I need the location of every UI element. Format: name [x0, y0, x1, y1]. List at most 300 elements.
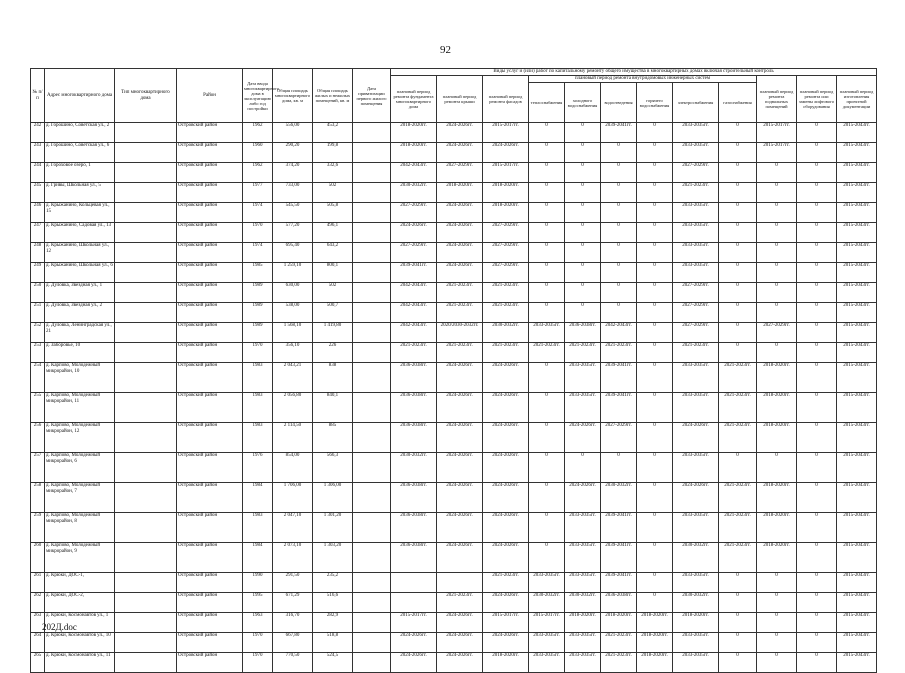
cell-n: 264: [31, 633, 45, 653]
cell-el: 2033-2035гг.: [673, 223, 719, 243]
cell-priv: [353, 243, 391, 263]
cell-hw: 0: [637, 243, 673, 263]
cell-n: 242: [31, 123, 45, 143]
header-type: Тип многоквартирного дома: [115, 69, 177, 123]
cell-h: 0: [529, 143, 565, 163]
cell-addr: д. Дуловка, Звездная ул., 2: [45, 303, 115, 323]
cell-type: [115, 573, 177, 593]
cell-gas: 0: [719, 143, 757, 163]
cell-f: 2042-2043гг.: [391, 283, 437, 303]
cell-gas: 2021-2023гг.: [719, 513, 757, 543]
cell-sw: 2021-2023гг.: [601, 633, 637, 653]
cell-pd: 2015-2043гг.: [837, 423, 877, 453]
cell-gas: 2021-2023гг.: [719, 363, 757, 393]
cell-f: 2036-2038гг.: [391, 363, 437, 393]
cell-hw: 0: [637, 343, 673, 363]
table-row: [31, 263, 877, 283]
cell-cw: 0: [565, 283, 601, 303]
cell-cw: 2033-2035гг.: [565, 573, 601, 593]
cell-la: 1 419,80: [313, 323, 353, 343]
cell-f: 2024-2026гг.: [391, 223, 437, 243]
cell-bs: 2018-2020гг.: [757, 543, 797, 573]
cell-hw: 0: [637, 593, 673, 613]
cell-hw: 0: [637, 283, 673, 303]
cell-sw: 2039-2041гг.: [601, 513, 637, 543]
header-systems-group: плановый период ремонта внутридомовых инженерных систем: [529, 76, 757, 83]
cell-sw: 2018-2020гг.: [601, 613, 637, 633]
cell-lift: 0: [797, 143, 837, 163]
cell-gas: 0: [719, 633, 757, 653]
cell-dist: Островский район: [177, 263, 243, 283]
cell-h: 2033-2035гг.: [529, 323, 565, 343]
cell-addr: д. Крюки, Космонавтов ул., 10: [45, 633, 115, 653]
cell-bs: 0: [757, 183, 797, 203]
cell-f: 2036-2038гг.: [391, 393, 437, 423]
cell-addr: д. Крюки, Космонавтов ул., 11: [45, 653, 115, 673]
cell-ta: 374,20: [273, 163, 313, 183]
cell-h: 0: [529, 283, 565, 303]
cell-roof: 2024-2026гг.: [437, 203, 483, 223]
cell-gas: 2021-2023гг.: [719, 483, 757, 513]
cell-lift: 0: [797, 423, 837, 453]
cell-roof: 2024-2026гг.: [437, 513, 483, 543]
cell-gas: 0: [719, 243, 757, 263]
cell-n: 263: [31, 613, 45, 633]
cell-la: 199,8: [313, 143, 353, 163]
cell-hw: 0: [637, 393, 673, 423]
cell-lift: 0: [797, 243, 837, 263]
cell-sw: 2039-2041гг.: [601, 543, 637, 573]
cell-type: [115, 613, 177, 633]
cell-cw: 0: [565, 163, 601, 183]
cell-sw: 0: [601, 263, 637, 283]
cell-lift: 0: [797, 573, 837, 593]
cell-hw: 0: [637, 163, 673, 183]
cell-n: 249: [31, 263, 45, 283]
cell-dist: Островский район: [177, 543, 243, 573]
cell-dist: Островский район: [177, 143, 243, 163]
cell-addr: д. Дуловка, Ленинградская ул., 21: [45, 323, 115, 343]
cell-ta: 2 114,50: [273, 423, 313, 453]
cell-cw: 0: [565, 303, 601, 323]
cell-la: 524,5: [313, 653, 353, 673]
cell-year: 1970: [243, 223, 273, 243]
cell-f: 2042-2043гг.: [391, 303, 437, 323]
cell-lift: 0: [797, 653, 837, 673]
cell-f: 2018-2020гг.: [391, 143, 437, 163]
cell-ta: 854,00: [273, 453, 313, 483]
cell-h: 0: [529, 513, 565, 543]
cell-el: 2033-2035гг.: [673, 143, 719, 163]
cell-dist: Островский район: [177, 203, 243, 223]
cell-f: 2042-2043гг.: [391, 163, 437, 183]
cell-addr: д. Карпово, Молодежный микрорайон, 12: [45, 423, 115, 453]
cell-priv: [353, 263, 391, 283]
cell-sw: 0: [601, 243, 637, 263]
cell-bs: 0: [757, 303, 797, 323]
cell-h: 0: [529, 203, 565, 223]
cell-priv: [353, 393, 391, 423]
cell-hw: 2018-2020гг.: [637, 653, 673, 673]
cell-year: 1970: [243, 633, 273, 653]
cell-n: 246: [31, 203, 45, 223]
cell-f: 2036-2038гг.: [391, 513, 437, 543]
cell-la: 500,7: [313, 303, 353, 323]
cell-sw: 2021-2023гг.: [601, 343, 637, 363]
cell-n: 262: [31, 593, 45, 613]
cell-type: [115, 513, 177, 543]
cell-dist: Островский район: [177, 163, 243, 183]
cell-priv: [353, 573, 391, 593]
cell-addr: д. Горошино, Советская ул., 6: [45, 143, 115, 163]
cell-la: 1 301,20: [313, 513, 353, 543]
cell-la: 332,6: [313, 163, 353, 183]
cell-cw: 0: [565, 143, 601, 163]
header-cold-water: холодного водоснабжения: [565, 83, 601, 123]
cell-addr: д. Дуловка, Звездная ул., 1: [45, 283, 115, 303]
table-row: [31, 143, 877, 163]
cell-sw: 0: [601, 143, 637, 163]
cell-dist: Островский район: [177, 613, 243, 633]
cell-bs: 0: [757, 203, 797, 223]
cell-la: 502: [313, 183, 353, 203]
cell-gas: 0: [719, 593, 757, 613]
cell-pd: 2015-2043гг.: [837, 363, 877, 393]
cell-year: 1970: [243, 343, 273, 363]
table-row: [31, 323, 877, 343]
cell-cw: 2033-2035гг.: [565, 633, 601, 653]
cell-bs: 2027-2029гг.: [757, 323, 797, 343]
cell-pd: 2015-2043гг.: [837, 593, 877, 613]
cell-cw: 2033-2035гг.: [565, 393, 601, 423]
cell-sw: 0: [601, 203, 637, 223]
cell-priv: [353, 423, 391, 453]
cell-la: 840,1: [313, 393, 353, 423]
table-row: [31, 513, 877, 543]
cell-h: 0: [529, 163, 565, 183]
cell-cw: 2033-2035гг.: [565, 513, 601, 543]
header-privatization: Дата приватизации первого жилого помещения: [353, 69, 391, 123]
header-facade: плановый период ремонта фасадов: [483, 76, 529, 123]
cell-bs: 0: [757, 633, 797, 653]
cell-h: 0: [529, 223, 565, 243]
cell-el: 2033-2035гг.: [673, 263, 719, 283]
cell-hw: 0: [637, 513, 673, 543]
cell-n: 253: [31, 343, 45, 363]
cell-n: 259: [31, 513, 45, 543]
cell-fac: 2024-2026гг.: [483, 543, 529, 573]
cell-pd: 2015-2043гг.: [837, 633, 877, 653]
cell-h: 0: [529, 543, 565, 573]
cell-pd: 2015-2043гг.: [837, 613, 877, 633]
cell-gas: 0: [719, 203, 757, 223]
cell-cw: 2024-2026гг.: [565, 423, 601, 453]
cell-f: 2036-2038гг.: [391, 543, 437, 573]
cell-type: [115, 223, 177, 243]
header-basement: плановый период ремонта подвальных помещений: [757, 76, 797, 123]
cell-fac: 2024-2026гг.: [483, 363, 529, 393]
cell-type: [115, 203, 177, 223]
table-row: [31, 393, 877, 423]
cell-h: 0: [529, 263, 565, 283]
cell-type: [115, 363, 177, 393]
cell-addr: д. Крюки, Космонавтов ул., 1: [45, 613, 115, 633]
cell-bs: 0: [757, 573, 797, 593]
cell-h: 0: [529, 483, 565, 513]
cell-priv: [353, 303, 391, 323]
cell-gas: 0: [719, 223, 757, 243]
table-row: [31, 613, 877, 633]
cell-year: 1989: [243, 303, 273, 323]
cell-f: 2018-2020гг.: [391, 123, 437, 143]
cell-gas: 0: [719, 183, 757, 203]
cell-h: 0: [529, 243, 565, 263]
header-address: Адрес многоквартирного дома: [45, 69, 115, 123]
cell-pd: 2015-2043гг.: [837, 483, 877, 513]
cell-gas: 2021-2023гг.: [719, 543, 757, 573]
cell-fac: 2030-2032гг.: [483, 323, 529, 343]
cell-h: 0: [529, 303, 565, 323]
cell-sw: 2027-2029гг.: [601, 423, 637, 453]
cell-cw: 0: [565, 263, 601, 283]
cell-lift: 0: [797, 483, 837, 513]
cell-h: 0: [529, 453, 565, 483]
cell-la: 502: [313, 283, 353, 303]
cell-priv: [353, 163, 391, 183]
cell-f: 2036-2038гг.: [391, 423, 437, 453]
cell-bs: 2015-2017гг.: [757, 123, 797, 143]
cell-addr: д. Карпово, Молодежный микрорайон, 11: [45, 393, 115, 423]
cell-cw: 0: [565, 453, 601, 483]
cell-year: 1985: [243, 263, 273, 283]
cell-priv: [353, 593, 391, 613]
cell-hw: 0: [637, 453, 673, 483]
cell-h: 0: [529, 423, 565, 453]
cell-f: 2039-2041гг.: [391, 263, 437, 283]
cell-fac: 2024-2026гг.: [483, 423, 529, 453]
cell-el: 2030-2032гг.: [673, 593, 719, 613]
cell-fac: 2018-2020гг.: [483, 183, 529, 203]
cell-la: 453,2: [313, 123, 353, 143]
cell-type: [115, 543, 177, 573]
cell-cw: 2036-2038гг.: [565, 323, 601, 343]
header-total-area: Общая площадь многоквартирного дома, кв. м: [273, 69, 313, 123]
header-heat: теплоснабжения: [529, 83, 565, 123]
cell-sw: 2039-2041гг.: [601, 363, 637, 393]
cell-lift: 0: [797, 453, 837, 483]
cell-sw: 2036-2038гг.: [601, 593, 637, 613]
cell-pd: 2015-2043гг.: [837, 163, 877, 183]
page-number: 92: [440, 44, 451, 56]
cell-ta: 695,40: [273, 243, 313, 263]
cell-gas: 0: [719, 303, 757, 323]
cell-year: 1983: [243, 363, 273, 393]
cell-sw: 0: [601, 453, 637, 483]
cell-ta: 291,50: [273, 573, 313, 593]
cell-dist: Островский район: [177, 303, 243, 323]
cell-year: 1983: [243, 423, 273, 453]
cell-ta: 733,00: [273, 183, 313, 203]
header-roof: плановый период ремонта крыши: [437, 76, 483, 123]
cell-lift: 0: [797, 513, 837, 543]
cell-n: 257: [31, 453, 45, 483]
cell-n: 247: [31, 223, 45, 243]
cell-gas: 0: [719, 343, 757, 363]
cell-roof: 2021-2023гг.: [437, 303, 483, 323]
cell-h: 2033-2035гг.: [529, 633, 565, 653]
repair-plan-table: [30, 68, 877, 673]
cell-addr: д. Гривы, Школьная ул., 5: [45, 183, 115, 203]
cell-addr: д. Карпово, Молодежный микрорайон, 6: [45, 453, 115, 483]
cell-hw: 0: [637, 223, 673, 243]
cell-year: 1962: [243, 123, 273, 143]
cell-fac: 2015-2017гг.: [483, 123, 529, 143]
cell-lift: 0: [797, 393, 837, 423]
cell-h: 2030-2032гг.: [529, 593, 565, 613]
table-row: [31, 123, 877, 143]
cell-sw: 2039-2041гг.: [601, 123, 637, 143]
cell-year: 1976: [243, 453, 273, 483]
table-row: [31, 633, 877, 653]
cell-year: 1984: [243, 483, 273, 513]
table-row: [31, 243, 877, 263]
table-row: [31, 483, 877, 513]
cell-dist: Островский район: [177, 423, 243, 453]
cell-lift: 0: [797, 633, 837, 653]
cell-roof: [437, 573, 483, 593]
cell-fac: 2021-2023гг.: [483, 573, 529, 593]
cell-year: 1989: [243, 323, 273, 343]
cell-pd: 2015-2043гг.: [837, 203, 877, 223]
cell-f: 2024-2026гг.: [391, 633, 437, 653]
cell-year: 1970: [243, 653, 273, 673]
cell-gas: 0: [719, 283, 757, 303]
cell-type: [115, 593, 177, 613]
header-district: Район: [177, 69, 243, 123]
cell-roof: 2024-2026гг.: [437, 613, 483, 633]
cell-gas: 0: [719, 123, 757, 143]
cell-el: 2018-2020гг.: [673, 613, 719, 633]
cell-el: 2027-2029гг.: [673, 283, 719, 303]
cell-priv: [353, 613, 391, 633]
cell-el: 2033-2035гг.: [673, 573, 719, 593]
cell-sw: 0: [601, 183, 637, 203]
cell-f: 2036-2038гг.: [391, 483, 437, 513]
cell-priv: [353, 633, 391, 653]
cell-bs: 0: [757, 243, 797, 263]
cell-dist: Островский район: [177, 483, 243, 513]
cell-fac: 2015-2017гг.: [483, 613, 529, 633]
cell-la: 226: [313, 343, 353, 363]
cell-addr: д. Крыжанино, Садовая ул., 13: [45, 223, 115, 243]
cell-n: 244: [31, 163, 45, 183]
cell-ta: 1 568,10: [273, 323, 313, 343]
cell-pd: 2015-2043гг.: [837, 543, 877, 573]
cell-type: [115, 143, 177, 163]
cell-bs: 0: [757, 223, 797, 243]
cell-bs: 0: [757, 283, 797, 303]
header-living-area: Общая площадь жилых и нежилых помещений, кв. м: [313, 69, 353, 123]
cell-dist: Островский район: [177, 513, 243, 543]
cell-sw: 0: [601, 303, 637, 323]
cell-roof: 2027-2029гг.: [437, 163, 483, 183]
cell-type: [115, 483, 177, 513]
cell-bs: 0: [757, 613, 797, 633]
cell-bs: 2015-2017гг.: [757, 143, 797, 163]
cell-la: 1 303,20: [313, 543, 353, 573]
cell-sw: 2021-2023гг.: [601, 653, 637, 673]
cell-year: 1995: [243, 593, 273, 613]
cell-el: 2033-2035гг.: [673, 393, 719, 423]
cell-f: 2024-2026гг.: [391, 653, 437, 673]
cell-priv: [353, 653, 391, 673]
cell-lift: 0: [797, 283, 837, 303]
cell-la: 800,1: [313, 263, 353, 283]
cell-f: [391, 573, 437, 593]
cell-pd: 2015-2043гг.: [837, 453, 877, 483]
cell-el: 2021-2023гг.: [673, 183, 719, 203]
cell-fac: 2027-2029гг.: [483, 263, 529, 283]
cell-f: 2042-2043гг.: [391, 323, 437, 343]
cell-lift: 0: [797, 363, 837, 393]
cell-dist: Островский район: [177, 633, 243, 653]
cell-sw: 0: [601, 163, 637, 183]
cell-el: 2027-2029гг.: [673, 303, 719, 323]
table-body: [31, 123, 877, 673]
cell-dist: Островский район: [177, 223, 243, 243]
cell-el: 2024-2026гг.: [673, 423, 719, 453]
cell-ta: 356,10: [273, 343, 313, 363]
cell-fac: 2018-2020гг.: [483, 653, 529, 673]
cell-lift: 0: [797, 163, 837, 183]
cell-type: [115, 163, 177, 183]
cell-cw: 0: [565, 203, 601, 223]
cell-year: 1962: [243, 163, 273, 183]
cell-bs: 2018-2020гг.: [757, 483, 797, 513]
cell-roof: 2024-2026гг.: [437, 243, 483, 263]
cell-addr: д. Крыжанино, Школьная ул., 12: [45, 243, 115, 263]
cell-bs: 0: [757, 163, 797, 183]
cell-el: 2030-2032гг.: [673, 543, 719, 573]
header-works-group: Виды услуг и (или) работ по капитальному ремонту общего имущества в многоквартирных домах включая строительный контроль: [391, 69, 877, 76]
cell-el: 2024-2026гг.: [673, 483, 719, 513]
cell-lift: 0: [797, 323, 837, 343]
cell-addr: д. Заборовье, 10: [45, 343, 115, 363]
cell-roof: 2024-2026гг.: [437, 453, 483, 483]
cell-dist: Островский район: [177, 653, 243, 673]
cell-ta: 2 043,21: [273, 363, 313, 393]
cell-bs: 2018-2020гг.: [757, 423, 797, 453]
cell-pd: 2015-2043гг.: [837, 283, 877, 303]
cell-h: 2015-2017гг.: [529, 613, 565, 633]
cell-lift: 0: [797, 203, 837, 223]
cell-bs: 0: [757, 653, 797, 673]
cell-ta: 545,50: [273, 203, 313, 223]
cell-ta: 290,20: [273, 143, 313, 163]
cell-fac: 2021-2023гг.: [483, 283, 529, 303]
cell-addr: д. Крыжанино, Кольцевая ул., 15: [45, 203, 115, 223]
cell-pd: 2015-2043гг.: [837, 573, 877, 593]
footer-filename: 202Д.doc: [42, 622, 77, 632]
cell-sw: 2042-2043гг.: [601, 323, 637, 343]
cell-lift: 0: [797, 183, 837, 203]
cell-n: 265: [31, 653, 45, 673]
cell-roof: 2018-2020гг.: [437, 183, 483, 203]
table-row: [31, 223, 877, 243]
cell-priv: [353, 513, 391, 543]
cell-roof: 2024-2026гг.: [437, 263, 483, 283]
table-row: [31, 453, 877, 483]
